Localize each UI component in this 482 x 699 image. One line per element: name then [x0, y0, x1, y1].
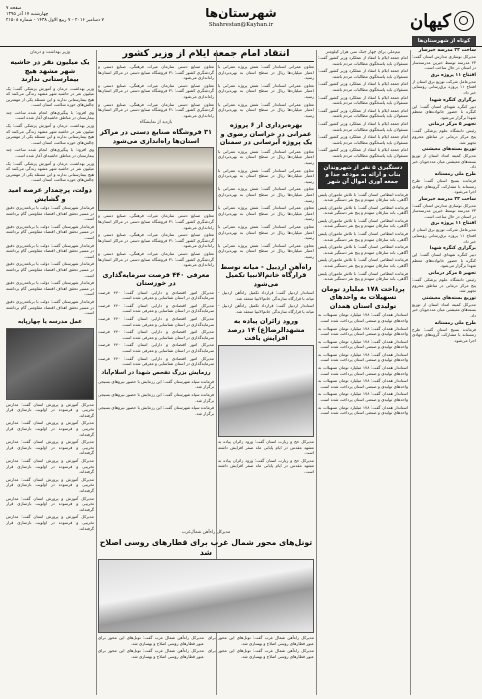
- paragraph: فرماندار شهرستان گفت: دولت با برنامه‌ریزی دقیق در مسیر تحقق اهداف اقتصاد مقاومتی گام برداشته است.: [6, 223, 94, 240]
- paragraph: امام جمعه ایلام با انتقاد از عملکرد وزیر کشور گفت: مسئولان باید پاسخگوی مطالبات مردم باشند.: [318, 94, 408, 106]
- article-headline: تونل‌های محور شمال غرب برای قطارهای روسی اصلاح شد: [99, 538, 313, 557]
- paragraph: مدیرکل حج و زیارت استان گفت: ورود زائران پیاده به مشهد مقدس در ایام پایانی ماه صفر افزایش داشته است.: [218, 457, 314, 474]
- paragraph: معاون عمرانی استاندار گفت: شش پروژه عمرانی با اعتبار میلیاردها ریال در سطح استان به بهره‌برداری رسید.: [218, 242, 314, 259]
- paragraph: امام جمعه ایلام با انتقاد از عملکرد وزیر کشور گفت: مسئولان باید پاسخگوی مطالبات مردم باشند.: [318, 147, 408, 158]
- section-title-block: [176, 6, 306, 28]
- brief-title: توزیع بسته‌های معیشتی: [421, 147, 476, 153]
- page-header: [0, 0, 482, 47]
- paragraph: استاندار همدان گفت: ۱۷۸ میلیارد تومان تسهیلات به واحدهای تولیدی و صنعتی استان پرداخت شده است.: [318, 338, 408, 350]
- paragraph: وزیر بهداشت، درمان و آموزش پزشکی گفت: یک میلیون نفر در حاشیه شهر مشهد زندگی می‌کنند که هیچ بیمارستانی ندارند و این مسئله یکی از مهمترین چالش‌های حوزه سلامت استان است.: [6, 85, 94, 108]
- briefs-section-header: کوتاه از شهرستان‌ها: [412, 36, 476, 46]
- paragraph: مدیرکل آموزش و پرورش استان گفت: مدارس تخریبی و فرسوده در اولویت بازسازی قرار گرفته‌اند.: [6, 495, 94, 512]
- issue-date: چهارشنبه ۱۷ آذر ۱۳۹۵: [6, 12, 49, 17]
- paragraph: فرمانده سپاه شهرستان گفت: این رزمایش با حضور نیروهای بسیجی برگزار شد.: [98, 378, 214, 390]
- paragraph: معاون عمرانی استاندار گفت: شش پروژه عمرانی با اعتبار میلیاردها ریال در سطح استان به بهره‌برداری رسید.: [218, 101, 314, 118]
- paragraph: مدیرکل امور اقتصادی و دارایی استان گفت: ۴۴۰ فرصت سرمایه‌گذاری در استان شناسایی و معرفی شده است.: [98, 316, 214, 327]
- article-kicker: تیم‌ملی برای چهار جنگ سی هزار کیلومتر: [325, 50, 401, 55]
- paragraph: معاون عمرانی استاندار گفت: شش پروژه عمرانی با اعتبار میلیاردها ریال در سطح استان به بهره‌برداری رسید.: [218, 148, 314, 166]
- section-email: Shahrestan@Kayhan.ir: [208, 22, 274, 28]
- paragraph: استاندار همدان گفت: ۱۷۸ میلیارد تومان تسهیلات به واحدهای تولیدی و صنعتی استان پرداخت شده است.: [318, 378, 408, 389]
- paragraph: فرمانده انتظامی استان گفت: با تلاش ماموران پلیس آگاهی، باند سارقان منهدم و پنج نفر دستگیر شدند.: [318, 244, 408, 255]
- brief-title: افتتاح ۱۱ پروژه برق: [430, 221, 476, 227]
- paragraph: فرمانده انتظامی استان گفت: با تلاش ماموران پلیس آگاهی، باند سارقان منهدم و پنج نفر دستگیر شدند.: [318, 217, 408, 229]
- paragraph: مدیرکل راه‌آهن شمال غرب گفت: تونل‌های این محور برای عبور قطارهای روسی اصلاح و بهسازی شد.: [98, 648, 204, 659]
- newspaper-logo: [408, 4, 474, 38]
- news-photo: [98, 147, 214, 211]
- paragraph: امام جمعه ایلام با انتقاد از عملکرد وزیر کشور گفت: مسئولان باید پاسخگوی مطالبات مردم باشند.: [318, 68, 408, 79]
- article-headline: راه‌آهن اردبیل - میانه توسط قرارگاه خاتم‌الانبیا تکمیل می‌شود: [220, 262, 312, 288]
- article-body: [6, 205, 94, 316]
- news-photo: [6, 328, 94, 400]
- paragraph: فرمانده انتظامی استان گفت: با تلاش ماموران پلیس آگاهی، باند سارقان منهدم و پنج نفر دستگیر شدند.: [318, 191, 408, 203]
- paragraph: امام جمعه ایلام با انتقاد از عملکرد وزیر کشور گفت: مسئولان باید پاسخگوی مطالبات مردم باشند.: [318, 81, 408, 92]
- paragraph: امام جمعه ایلام با انتقاد از عملکرد وزیر کشور گفت: مسئولان باید پاسخگوی مطالبات مردم باشند.: [318, 120, 408, 132]
- paragraph: فرمانده سپاه شهرستان گفت: این رزمایش با حضور نیروهای بسیجی برگزار شد.: [98, 392, 214, 403]
- article-body: [218, 149, 314, 260]
- paragraph: امام جمعه ایلام با انتقاد از عملکرد وزیر کشور گفت: مسئولان باید پاسخگوی مطالبات مردم باشند.: [318, 134, 408, 145]
- paragraph: فرماندار شهرستان گفت: دولت با برنامه‌ریزی دقیق در مسیر تحقق اهداف اقتصاد مقاومتی گام برداشته است.: [6, 298, 94, 316]
- article-body: [6, 86, 94, 184]
- article-headline: معرفی ۴۴۰ فرصت سرمایه‌گذاری در خوزستان: [102, 270, 210, 288]
- paragraph: استاندار اردبیل گفت: قرارداد تکمیل راه‌آهن اردبیل - میانه با قرارگاه سازندگی خاتم‌الانبیا منعقد شد.: [218, 303, 314, 314]
- article-body: [98, 635, 204, 661]
- brief-body: مدیرعامل شرکت توزیع برق استان از افتتاح ۱۱ پروژه برق‌رسانی روستایی خبر داد.: [412, 227, 476, 244]
- article-body: [98, 290, 214, 367]
- brief-body: مدیرعامل شرکت توزیع برق استان از افتتاح ۱۱ پروژه برق‌رسانی روستایی خبر داد.: [412, 78, 476, 95]
- paragraph: معاون صنایع دستی سازمان میراث فرهنگی، صنایع دستی و گردشگری کشور گفت: ۳۱ فروشگاه صنایع دستی در مراکز استان‌ها راه‌اندازی می‌شود.: [98, 250, 214, 268]
- train-tunnel-photo: [98, 559, 314, 633]
- paragraph: معاون صنایع دستی سازمان میراث فرهنگی، صنایع دستی و گردشگری کشور گفت: ۳۱ فروشگاه صنایع دستی در مراکز استان‌ها راه‌اندازی می‌شود.: [98, 232, 214, 249]
- paragraph: وی افزود: با پیگیری‌های انجام شده ساخت چند بیمارستان در مناطق حاشیه‌ای آغاز شده است.: [6, 109, 94, 121]
- paragraph: فرمانده سپاه شهرستان گفت: این رزمایش با حضور نیروهای بسیجی برگزار شد.: [98, 405, 214, 416]
- pilgrims-photo: [218, 345, 314, 437]
- paragraph: فرماندار شهرستان گفت: دولت با برنامه‌ریزی دقیق در مسیر تحقق اهداف اقتصاد مقاومتی گام برداشته است.: [6, 280, 94, 297]
- brief-title: برگزاری کنگره شهدا: [429, 246, 476, 252]
- paragraph: معاون عمرانی استاندار گفت: شش پروژه عمرانی با اعتبار میلیاردها ریال در سطح استان به بهره‌برداری رسید.: [218, 82, 314, 99]
- paragraph: فرمانده انتظامی استان گفت: با تلاش ماموران پلیس آگاهی، باند سارقان منهدم و پنج نفر دستگیر شدند.: [318, 257, 408, 269]
- rail-story: [98, 530, 314, 661]
- logo-wordmark: کیهان: [409, 10, 451, 32]
- brief-title: تجهیز ۵ مرکز درمانی: [428, 271, 476, 277]
- paragraph: معاون عمرانی استاندار گفت: شش پروژه عمرانی با اعتبار میلیاردها ریال در سطح استان به بهره‌برداری رسید.: [218, 186, 314, 203]
- brief-title: طرح ملی زمستانه: [434, 171, 476, 177]
- article-headline: پرداخت ۱۷۸ میلیارد تومان تسهیلات به واحدهای تولیدی استان همدان: [321, 284, 405, 310]
- brief-body: فرمانده بسیج استان گفت: طرح زمستانه با مشارکت گروه‌های جهادی اجرا می‌شود.: [412, 326, 476, 343]
- paragraph: مدیرکل آموزش و پرورش استان گفت: مدارس تخریبی و فرسوده در اولویت بازسازی قرار گرفته‌اند.: [6, 439, 94, 456]
- article-body: [218, 64, 314, 118]
- lead-banner-headline: انتقاد امام جمعه ایلام از وزیر کشور: [98, 48, 314, 62]
- section-title: شهرستان‌ها: [205, 6, 277, 20]
- paragraph: معاون عمرانی استاندار گفت: شش پروژه عمرانی با اعتبار میلیاردها ریال در سطح استان به بهره‌برداری رسید.: [218, 64, 314, 81]
- brief-body: رئیس دانشگاه علوم پزشکی گفت: پنج مرکز درمانی در مناطق محروم تجهیز شد.: [412, 277, 476, 294]
- highlight-box: دستگیری ۵ نفر از شهروندان بناب و ارائه به مودعه جدا و جمعه آوری اموال آن شهر: [318, 162, 408, 189]
- article-body: [98, 213, 214, 267]
- page-number: صفحه ۷: [6, 6, 22, 11]
- paragraph: مدیرکل راه‌آهن شمال غرب گفت: تونل‌های این محور برای عبور قطارهای روسی اصلاح و بهسازی شد.: [208, 648, 314, 659]
- paragraph: مدیرکل راه‌آهن شمال غرب گفت: تونل‌های این محور برای عبور قطارهای روسی اصلاح و بهسازی شد.: [208, 635, 314, 646]
- article-headline: دولت، پرچمدار عرصه امید و گشایش: [8, 186, 92, 203]
- paragraph: مدیرکل امور اقتصادی و دارایی استان گفت: ۴۴۰ فرصت سرمایه‌گذاری در استان شناسایی و معرفی شده است.: [98, 302, 214, 314]
- brief-body: فرمانده بسیج استان گفت: طرح زمستانه با مشارکت گروه‌های جهادی اجرا می‌شود.: [412, 177, 476, 195]
- photo-caption: بازدید از نمایشگاه: [139, 120, 173, 126]
- paragraph: فرمانده انتظامی استان گفت: با تلاش ماموران پلیس آگاهی، باند سارقان منهدم و پنج نفر دستگیر شدند.: [318, 204, 408, 216]
- column-divider: [410, 50, 411, 695]
- article-body: [208, 635, 314, 661]
- article-kicker: وزیر بهداشت و درمان: [30, 50, 70, 55]
- paragraph: معاون صنایع دستی سازمان میراث فرهنگی، صنایع دستی و گردشگری کشور گفت: ۳۱ فروشگاه صنایع دستی در مراکز استان‌ها راه‌اندازی می‌شود.: [98, 82, 214, 99]
- article-body: [318, 192, 408, 282]
- brief-body: مدیرکل نوسازی مدارس استان گفت: ۲۳ مدرسه توسط خیرین مدرسه‌ساز در استان در حال ساخت است.: [412, 54, 476, 71]
- article-body: [98, 64, 214, 118]
- paragraph: استاندار همدان گفت: ۱۷۸ میلیارد تومان تسهیلات به واحدهای تولیدی و صنعتی استان پرداخت شده است.: [318, 404, 408, 416]
- paragraph: مدیرکل آموزش و پرورش استان گفت: مدارس تخریبی و فرسوده در اولویت بازسازی قرار گرفته‌اند.: [6, 458, 94, 475]
- paragraph: مدیرکل امور اقتصادی و دارایی استان گفت: ۴۴۰ فرصت سرمایه‌گذاری در استان شناسایی و معرفی شده است.: [98, 342, 214, 354]
- article-headline: یک میلیون نفر در حاشیه شهر مشهد هیچ بیمارستانی ندارند: [10, 58, 90, 83]
- paragraph: وزیر بهداشت، درمان و آموزش پزشکی گفت: یک میلیون نفر در حاشیه شهر مشهد زندگی می‌کنند که هیچ بیمارستانی ندارند و این مسئله یکی از مهمترین چالش‌های حوزه سلامت استان است.: [6, 123, 94, 145]
- paragraph: معاون صنایع دستی سازمان میراث فرهنگی، صنایع دستی و گردشگری کشور گفت: ۳۱ فروشگاه صنایع دستی در مراکز استان‌ها راه‌اندازی می‌شود.: [98, 64, 214, 81]
- issue-date-gregorian: ۷ دسامبر ۲۰۱۶ - ۷ ربیع الاول ۱۴۳۸ - شماره ۲۱۵۰۸: [6, 18, 104, 23]
- article-headline: ورود زائران پیاده به مشهدالرضا(ع) ۱۴ درصد افزایش یافت: [227, 317, 305, 343]
- paragraph: مدیرکل آموزش و پرورش استان گفت: مدارس تخریبی و فرسوده در اولویت بازسازی قرار گرفته‌اند.: [6, 401, 94, 418]
- paragraph: مدیرکل آموزش و پرورش استان گفت: مدارس تخریبی و فرسوده در اولویت بازسازی قرار گرفته‌اند.: [6, 514, 94, 531]
- brief-title: طرح ملی زمستانه: [434, 320, 476, 326]
- paragraph: مدیرکل آموزش و پرورش استان گفت: مدارس تخریبی و فرسوده در اولویت بازسازی قرار گرفته‌اند.: [6, 420, 94, 437]
- paragraph: مدیرکل امور اقتصادی و دارایی استان گفت: ۴۴۰ فرصت سرمایه‌گذاری در استان شناسایی و معرفی شده است.: [98, 289, 214, 301]
- paragraph: مدیرکل امور اقتصادی و دارایی استان گفت: ۴۴۰ فرصت سرمایه‌گذاری در استان شناسایی و معرفی شده است.: [98, 355, 214, 367]
- column-divider: [316, 50, 317, 695]
- article-body: [6, 402, 94, 531]
- paragraph: مدیرکل امور اقتصادی و دارایی استان گفت: ۴۴۰ فرصت سرمایه‌گذاری در استان شناسایی و معرفی شده است.: [98, 329, 214, 340]
- brief-title: ساخت ۲۳ مدرسه خیرساز: [418, 48, 476, 53]
- paragraph: فرمانده انتظامی استان گفت: با تلاش ماموران پلیس آگاهی، باند سارقان منهدم و پنج نفر دستگیر شدند.: [318, 270, 408, 282]
- paragraph: استاندار همدان گفت: ۱۷۸ میلیارد تومان تسهیلات به واحدهای تولیدی و صنعتی استان پرداخت شده است.: [318, 312, 408, 323]
- column-5-briefs: [412, 36, 476, 695]
- brief-body: مدیرکل نوسازی مدارس استان گفت: ۲۳ مدرسه توسط خیرین مدرسه‌ساز در استان در حال ساخت است.: [412, 202, 476, 219]
- paragraph: استاندار همدان گفت: ۱۷۸ میلیارد تومان تسهیلات به واحدهای تولیدی و صنعتی استان پرداخت شده است.: [318, 391, 408, 403]
- paragraph: معاون صنایع دستی سازمان میراث فرهنگی، صنایع دستی و گردشگری کشور گفت: ۳۱ فروشگاه صنایع دستی در مراکز استان‌ها راه‌اندازی می‌شود.: [98, 213, 214, 230]
- article-headline: ۳۱ فروشگاه صنایع دستی در مراکز استان‌ها راه‌اندازی می‌شود: [99, 128, 213, 145]
- paragraph: مدیرکل راه‌آهن شمال غرب گفت: تونل‌های این محور برای عبور قطارهای روسی اصلاح و بهسازی شد.: [98, 635, 204, 646]
- paragraph: معاون عمرانی استاندار گفت: شش پروژه عمرانی با اعتبار میلیاردها ریال در سطح استان به بهره‌برداری رسید.: [218, 167, 314, 184]
- brief-body: دبیر کنگره شهدای استان گفت: این کنگره با حضور خانواده‌های معظم شهدا برگزار می‌شود.: [412, 103, 476, 120]
- article-body: [218, 439, 314, 475]
- brief-title: توزیع بسته‌های معیشتی: [421, 295, 476, 301]
- article-headline: بهره‌برداری از ۶ پروژه عمرانی در خراسان رضوی و یک پروژه آبرسانی در سمنان: [219, 121, 313, 147]
- paragraph: وی افزود: با پیگیری‌های انجام شده ساخت چند بیمارستان در مناطق حاشیه‌ای آغاز شده است.: [6, 147, 94, 159]
- paragraph: استاندار همدان گفت: ۱۷۸ میلیارد تومان تسهیلات به واحدهای تولیدی و صنعتی استان پرداخت شده است.: [318, 325, 408, 337]
- photo-caption: عمل مدرسه یا چهارپایه: [17, 318, 83, 325]
- paragraph: معاون عمرانی استاندار گفت: شش پروژه عمرانی با اعتبار میلیاردها ریال در سطح استان به بهره‌برداری رسید.: [218, 205, 314, 222]
- brief-title: تجهیز ۵ مرکز درمانی: [428, 122, 476, 128]
- paragraph: فرمانده انتظامی استان گفت: با تلاش ماموران پلیس آگاهی، باند سارقان منهدم و پنج نفر دستگیر شدند.: [318, 231, 408, 242]
- article-body: [98, 379, 214, 417]
- brief-title: ساخت ۲۳ مدرسه خیرساز: [418, 196, 476, 202]
- paragraph: معاون عمرانی استاندار گفت: شش پروژه عمرانی با اعتبار میلیاردها ریال در سطح استان به بهره‌برداری رسید.: [218, 223, 314, 241]
- paragraph: فرماندار شهرستان گفت: دولت با برنامه‌ریزی دقیق در مسیر تحقق اهداف اقتصاد مقاومتی گام برداشته است.: [6, 261, 94, 278]
- globe-seal-icon: [454, 11, 474, 31]
- column-1: [6, 50, 94, 695]
- column-3: [218, 64, 314, 527]
- column-4: [318, 50, 408, 695]
- paragraph: امام جمعه ایلام با انتقاد از عملکرد وزیر کشور گفت: مسئولان باید پاسخگوی مطالبات مردم باشند.: [318, 55, 408, 66]
- paragraph: مدیرکل حج و زیارت استان گفت: ورود زائران پیاده به مشهد مقدس در ایام پایانی ماه صفر افزایش داشته است.: [218, 438, 314, 456]
- column-divider: [96, 50, 97, 695]
- paragraph: وزیر بهداشت، درمان و آموزش پزشکی گفت: یک میلیون نفر در حاشیه شهر مشهد زندگی می‌کنند که هیچ بیمارستانی ندارند و این مسئله یکی از مهمترین چالش‌های حوزه سلامت استان است.: [6, 160, 94, 183]
- paragraph: فرماندار شهرستان گفت: دولت با برنامه‌ریزی دقیق در مسیر تحقق اهداف اقتصاد مقاومتی گام برداشته است.: [6, 205, 94, 222]
- paragraph: استاندار همدان گفت: ۱۷۸ میلیارد تومان تسهیلات به واحدهای تولیدی و صنعتی استان پرداخت شده است.: [318, 351, 408, 363]
- paragraph: فرماندار شهرستان گفت: دولت با برنامه‌ریزی دقیق در مسیر تحقق اهداف اقتصاد مقاومتی گام برداشته است.: [6, 242, 94, 259]
- brief-body: مدیرکل کمیته امداد استان از توزیع بسته‌های معیشتی میان مددجویان خبر داد.: [412, 301, 476, 318]
- article-headline: رزمایش بزرگ تفحص شهدا در اسلام‌آباد: [101, 369, 211, 376]
- paragraph: امام جمعه ایلام با انتقاد از عملکرد وزیر کشور گفت: مسئولان باید پاسخگوی مطالبات مردم باشند.: [318, 107, 408, 119]
- paragraph: معاون صنایع دستی سازمان میراث فرهنگی، صنایع دستی و گردشگری کشور گفت: ۳۱ فروشگاه صنایع دستی در مراکز استان‌ها راه‌اندازی می‌شود.: [98, 101, 214, 118]
- brief-body: رئیس دانشگاه علوم پزشکی گفت: پنج مرکز درمانی در مناطق محروم تجهیز شد.: [412, 128, 476, 145]
- article-kicker: مدیرکل راه‌آهن شمال‌غرب: [181, 530, 231, 535]
- paragraph: استاندار اردبیل گفت: قرارداد تکمیل راه‌آهن اردبیل - میانه با قرارگاه سازندگی خاتم‌الانبیا منعقد شد.: [218, 290, 314, 301]
- paragraph: مدیرکل آموزش و پرورش استان گفت: مدارس تخریبی و فرسوده در اولویت بازسازی قرار گرفته‌اند.: [6, 476, 94, 493]
- brief-body: مدیرکل کمیته امداد استان از توزیع بسته‌های معیشتی میان مددجویان خبر داد.: [412, 153, 476, 170]
- article-body: [218, 290, 314, 314]
- brief-body: دبیر کنگره شهدای استان گفت: این کنگره با حضور خانواده‌های معظم شهدا برگزار می‌شود.: [412, 252, 476, 269]
- brief-title: افتتاح ۱۱ پروژه برق: [430, 72, 476, 78]
- brief-title: برگزاری کنگره شهدا: [429, 97, 476, 103]
- article-body: [318, 312, 408, 416]
- issue-info: [6, 6, 116, 24]
- article-body: [318, 55, 408, 159]
- paragraph: استاندار همدان گفت: ۱۷۸ میلیارد تومان تسهیلات به واحدهای تولیدی و صنعتی استان پرداخت شده است.: [318, 365, 408, 376]
